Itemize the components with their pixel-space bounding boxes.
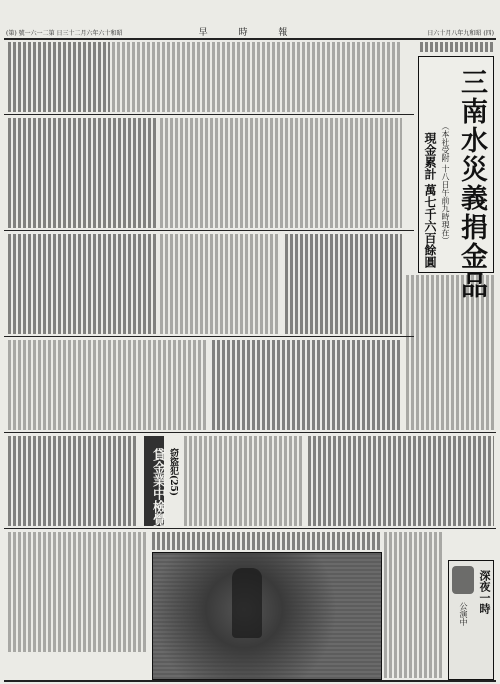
article-text-block <box>8 42 110 112</box>
article-text-block <box>160 118 402 228</box>
article-text-block <box>420 42 494 52</box>
article-text-block <box>8 532 148 652</box>
right-folio: 日六十月八年九和昭 (四) <box>427 30 494 37</box>
bottom-rule <box>4 680 496 682</box>
article-text-block <box>8 234 158 334</box>
section-divider <box>4 114 414 115</box>
article-text-block <box>152 532 380 550</box>
headline-total: 現金累計 萬七千六百餘圓 <box>423 132 437 269</box>
headline-main: 三南水災義捐金品 <box>456 68 487 300</box>
article-text-block <box>308 436 494 526</box>
section-divider <box>4 432 496 433</box>
article-text-block <box>285 234 402 334</box>
subheadline-1: 貸金業中檢覺 <box>150 448 165 526</box>
article-text-block <box>184 436 304 526</box>
photo-figure <box>232 568 262 638</box>
headline-bracket-note: （本社受附 十八日午前九時現在） <box>441 122 450 245</box>
column-badge-sub: 公演中 <box>459 602 468 626</box>
photo <box>152 552 382 680</box>
article-text-block <box>212 340 402 430</box>
column-badge-portrait <box>452 566 474 594</box>
article-text-block <box>384 532 444 678</box>
article-text-block <box>160 234 280 334</box>
subheadline-2: 窃盜犯(25) <box>168 448 178 497</box>
column-badge-title: 深夜一時 <box>478 570 491 614</box>
article-text-block <box>8 118 158 228</box>
section-divider <box>4 528 496 529</box>
top-rule <box>4 38 496 40</box>
masthead-title: 早 時 報 <box>198 28 302 38</box>
article-text-block <box>112 42 402 112</box>
article-text-block <box>8 436 138 526</box>
left-folio: (第) 號一六一二第 日三十二月六年六十和昭 <box>6 30 123 37</box>
section-divider <box>4 230 414 231</box>
section-divider <box>4 336 414 337</box>
article-text-block <box>8 340 208 430</box>
